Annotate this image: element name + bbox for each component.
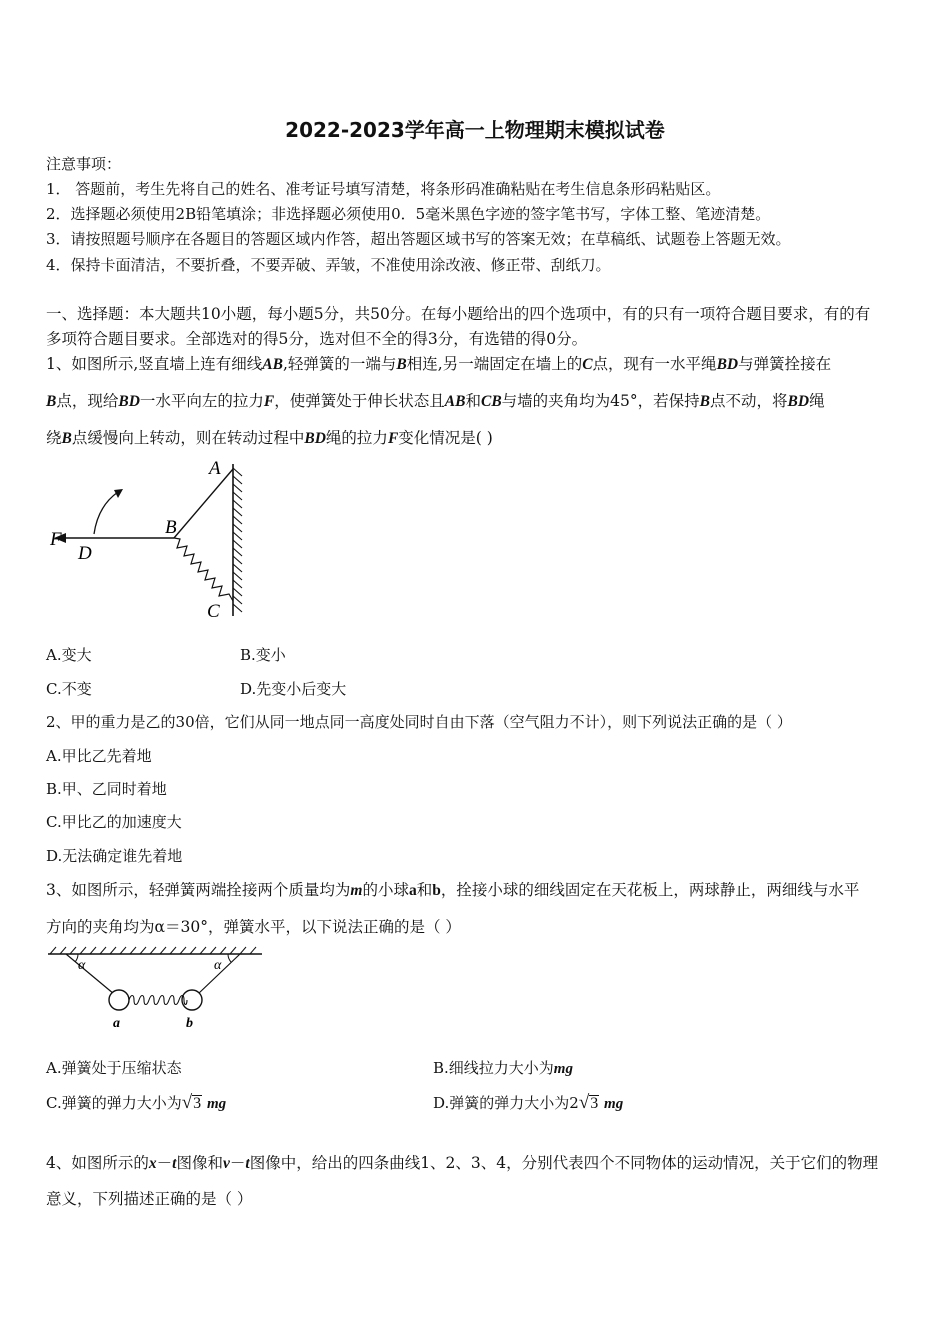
page-title: 2022-2023学年高一上物理期末模拟试卷 [285,118,665,142]
label-a: A [209,458,221,479]
sqrt-sign: √3 [578,1092,599,1113]
spring-bc [174,538,233,601]
q3-figure [44,946,266,1030]
alpha-left: α [78,958,86,973]
q3-option-c: C.弹簧的弹力大小为√3 mg [46,1092,227,1113]
q4-stem-line1: 4、如图所示的x－t图像和v－t图像中，给出的四条曲线1、2、3、4，分别代表四个不同物体的运动情况，关于它们的物理 [46,1154,879,1172]
label-a: a [113,1016,120,1030]
rotation-arrow [94,492,118,534]
ball-b [182,990,202,1010]
notice-heading: 注意事项： [46,155,122,173]
q1-option-c: C.不变 [46,680,92,698]
wall-hatch [233,468,242,612]
label-d: D [78,543,92,564]
q3-option-a: A.弹簧处于压缩状态 [46,1059,182,1077]
q2-option-b: B.甲、乙同时着地 [46,780,167,798]
label-f: F [50,529,62,550]
notice-item: 3．请按照题号顺序在各题目的答题区域内作答，超出答题区域书写的答案无效；在草稿纸、试题卷上答题无效。 [46,230,791,248]
q1-figure [44,456,254,626]
q3-stem-line1: 3、如图所示，轻弹簧两端拴接两个质量均为m的小球a和b，拴接小球的细线固定在天花板上，两球静止，两细线与水平 [46,881,860,899]
q2-stem: 2、甲的重力是乙的30倍，它们从同一地点同一高度处同时自由下落（空气阻力不计），则下列说法正确的是（ ） [46,713,792,731]
q2-option-a: A.甲比乙先着地 [46,747,152,765]
q2-option-c: C.甲比乙的加速度大 [46,813,182,831]
string-left [66,954,114,994]
q4-stem-line2: 意义，下列描述正确的是（ ） [46,1190,253,1208]
notice-item: 2．选择题必须使用2B铅笔填涂；非选择题必须使用0．5毫米黑色字迹的签字笔书写，字体工整、笔迹清楚。 [46,205,771,223]
sqrt-sign: √3 [181,1092,202,1113]
ball-a [109,990,129,1010]
label-b: b [186,1016,193,1030]
label-b: B [165,517,177,538]
notice-item: 4．保持卡面清洁，不要折叠，不要弄破、弄皱，不准使用涂改液、修正带、刮纸刀。 [46,256,611,274]
q3-stem-line2: 方向的夹角均为α＝30°，弹簧水平，以下说法正确的是（ ） [46,918,461,936]
spring [129,996,187,1005]
section-heading-cont: 多项符合题目要求。全部选对的得5分，选对但不全的得3分，有选错的得0分。 [46,330,588,348]
q1-option-d: D.先变小后变大 [240,680,347,698]
string-ab [174,469,233,538]
notice-item: 1． 答题前，考生先将自己的姓名、准考证号填写清楚，将条形码准确粘贴在考生信息条形码粘贴区。 [46,180,721,198]
angle-arc-right [228,954,231,962]
q2-option-d: D.无法确定谁先着地 [46,847,183,865]
label-c: C [207,601,220,622]
q3-option-d: D.弹簧的弹力大小为2√3 mg [433,1092,624,1113]
q1-option-a: A.变大 [46,646,92,664]
ceiling-hatch [50,947,256,954]
q1-stem-line1: 1、如图所示,竖直墙上连有细线AB,轻弹簧的一端与B相连,另一端固定在墙上的C点，现有一水平绳BD与弹簧拴接在 [46,355,832,373]
q1-stem-line3: 绕B点缓慢向上转动，则在转动过程中BD绳的拉力F变化情况是( ) [46,429,493,447]
q1-stem-line2: B点，现给BD一水平向左的拉力F，使弹簧处于伸长状态且AB和CB与墙的夹角均为45°，若保持B点不动，将BD绳 [46,392,825,410]
section-heading: 一、选择题：本大题共10小题，每小题5分，共50分。在每小题给出的四个选项中，有的只有一项符合题目要求，有的有 [46,305,871,323]
q1-option-b: B.变小 [240,646,286,664]
q3-option-b: B.细线拉力大小为mg [433,1059,573,1077]
alpha-right: α [214,958,222,973]
